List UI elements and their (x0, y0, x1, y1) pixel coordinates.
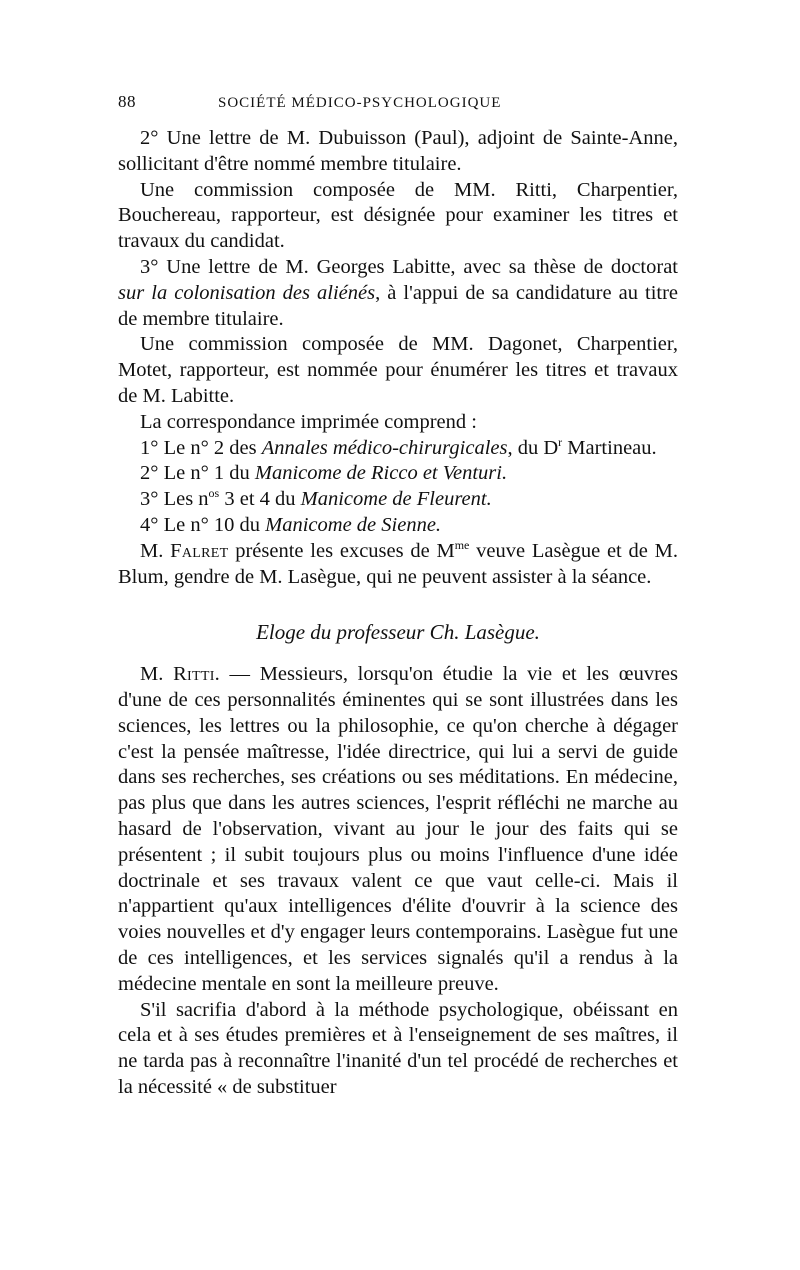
paragraph: M. Ritti. — Messieurs, lorsqu'on étudie la vie et les œuvres d'une de ces personnalités éminentes qui se sont illustrées dans les sciences, les lettres ou la philosophie, ce qu'on cherche à dégager c'est la pensée maîtresse, l'idée directrice, qui lui a servi de guide dans ses recherches, ses créations ou ses méditations. En médecine, pas plus que dans les autres sciences, l'esprit réfléchi ne marche au hasard de l'observation, vivant au jour le jour des faits qui se présentent ; il subit toujours plus ou moins l'influence d'une idée doctrinale et ses travaux valent ce que vaut celle-ci. Mais il n'appartient qu'aux intelligences d'élite d'ouvrir à la science des voies nouvelles et d'y engager leurs contemporains. Lasègue fut une de ces intelligences, et les services signalés qu'il a rendus à la médecine mentale en sont la meilleure preuve. (118, 663, 678, 995)
paragraph: 2° Le n° 1 du Manicome de Ricco et Venturi. (140, 462, 508, 485)
speaker-name: Ritti (173, 663, 215, 686)
paragraph: 1° Le n° 2 des Annales médico-chirurgicales, du $D^r$ Martineau. (140, 434, 657, 459)
page-number: 88 (118, 92, 136, 111)
paragraph: Une commission composée de MM. Dagonet, Charpentier, Motet, rapporteur, est nommée pour énumérer les titres et travaux de M. Labitte. (118, 333, 678, 407)
paragraph: La correspondance imprimée comprend : (140, 410, 477, 433)
speaker-name: Falret (170, 539, 229, 562)
paragraph: 4° Le n° 10 du Manicome de Sienne. (140, 513, 442, 536)
running-header (118, 92, 678, 122)
thesis-title: sur la colonisation des aliénés (118, 281, 376, 304)
running-title: SOCIÉTÉ MÉDICO-PSYCHOLOGIQUE (218, 95, 502, 111)
paragraph: 3° Les $n^{os}$ 3 et 4 du Manicome de Fleurent. (140, 486, 492, 511)
journal-title: Manicome de Sienne. (265, 513, 442, 536)
journal-title: Annales médico-chirurgicales (261, 436, 508, 459)
book-page (118, 92, 678, 1101)
paragraph: 2° Une lettre de M. Dubuisson (Paul), adjoint de Sainte-Anne, sollicitant d'être nommé membre titulaire. (118, 127, 678, 175)
section-title: Eloge du professeur Ch. Lasègue. (256, 620, 540, 645)
journal-title: Manicome de Fleurent. (300, 488, 492, 511)
journal-title: Manicome de Ricco et Venturi. (254, 462, 508, 485)
paragraph: M. Falret présente les excuses de $M^{me}$ veuve Lasègue et de M. Blum, gendre de M. Lasègue, qui ne peuvent assister à la séance. (118, 537, 678, 588)
paragraph: S'il sacrifia d'abord à la méthode psychologique, obéissant en cela et à ses études premières et à l'enseignement de ses maîtres, il ne tarda pas à reconnaître l'inanité d'un tel procédé de recherches et la nécessité « de substituer (118, 998, 678, 1098)
page-body (118, 126, 678, 1101)
paragraph: 3° Une lettre de M. Georges Labitte, avec sa thèse de doctorat sur la colonisation des aliénés, à l'appui de sa candidature au titre de membre titulaire. (118, 255, 679, 330)
paragraph: Une commission composée de MM. Ritti, Charpentier, Bouchereau, rapporteur, est désignée pour examiner les titres et travaux du candidat. (118, 178, 678, 253)
